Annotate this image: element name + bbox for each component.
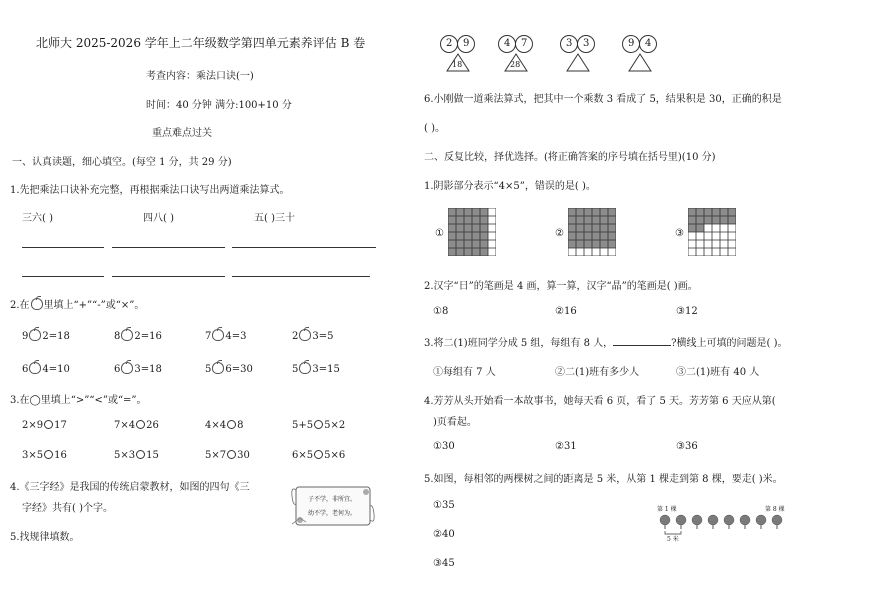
peach-icon [31, 298, 43, 310]
choice-5-option-3[interactable]: ③45 [433, 558, 455, 569]
q2-expr: 6 3=18 [114, 364, 162, 375]
pattern-3-left: 3 [566, 38, 573, 49]
grid-option-2-label[interactable]: ② [555, 228, 564, 239]
q2-expr: 2 3=5 [292, 331, 334, 342]
choice-4-line-2: )页看起。 [433, 417, 477, 428]
compare-circle-blank[interactable] [227, 450, 236, 459]
choice-3: 3.将二(1)班同学分成 5 组，每组有 8 人， ?横线上可填的问题是( )。 [424, 338, 788, 349]
question-3: 3.在◯里填上“>”“<”或“=”。 [10, 395, 147, 406]
compare-circle-blank[interactable] [44, 450, 53, 459]
choice-2-option-1[interactable]: ①8 [433, 306, 449, 317]
focus-heading: 重点难点过关 [152, 128, 212, 139]
pattern-1-bottom: 18 [452, 60, 463, 69]
choice-1: 1.阴影部分表示“4×5”，错误的是( )。 [424, 181, 596, 192]
tree-row-illustration [655, 504, 795, 544]
question-6-line-2: ( )。 [424, 123, 445, 134]
q1-item-1: 三六( ) [22, 213, 53, 224]
peach-blank-icon[interactable] [121, 362, 133, 374]
q3-expr: 2×9 17 [22, 420, 67, 431]
q3-expr: 5+5 5×2 [292, 420, 346, 431]
exam-time-score: 时间：40 分钟 满分:100+10 分 [146, 100, 292, 111]
q3-expr: 6×5 5×6 [292, 450, 346, 461]
question-5: 5.找规律填数。 [10, 532, 80, 543]
peach-blank-icon[interactable] [29, 329, 41, 341]
peach-blank-icon[interactable] [212, 329, 224, 341]
compare-circle-blank[interactable] [136, 450, 145, 459]
q3-expr: 4×4 8 [205, 420, 244, 431]
pattern-2-right: 7 [521, 38, 528, 49]
pattern-4-right: 4 [645, 38, 652, 49]
q1-item-3: 五( )三十 [254, 213, 295, 224]
answer-line[interactable] [22, 276, 104, 277]
choice-2: 2.汉字“日”的笔画是 4 画，算一算，汉字“晶”的笔画是( )画。 [424, 281, 698, 292]
compare-circle-blank[interactable] [314, 420, 323, 429]
grid-option-1-label[interactable]: ① [435, 228, 444, 239]
choice-4-line-1: 4.芳芳从头开始看一本故事书，她每天看 6 页，看了 5 天。芳芳第 6 天应从第( [424, 396, 776, 407]
pattern-3-right: 3 [583, 38, 590, 49]
peach-blank-icon[interactable] [299, 362, 311, 374]
pattern-2-left: 4 [504, 38, 511, 49]
pattern-4-left: 9 [628, 38, 635, 49]
choice-2-option-2[interactable]: ②16 [555, 306, 577, 317]
c3-blank-line[interactable] [613, 336, 671, 346]
q2-expr: 7 4=3 [205, 331, 247, 342]
pattern-2-bottom: 28 [510, 60, 521, 69]
tree-distance-label: 5 米 [667, 536, 679, 543]
q2-prefix: 2.在 [10, 300, 30, 311]
question-6-line-1: 6.小刚做一道乘法算式，把其中一个乘数 3 看成了 5，结果积是 30，正确的积是 [424, 94, 782, 105]
compare-circle-blank[interactable] [136, 420, 145, 429]
q2-expr: 9 2=18 [22, 331, 70, 342]
q2-suffix: 里填上“+”“-”或“×”。 [43, 300, 145, 311]
section-1-heading: 一、认真读题，细心填空。(每空 1 分，共 29 分) [12, 157, 232, 168]
exam-scope: 考查内容：乘法口诀(一) [146, 71, 254, 82]
q2-expr: 6 4=10 [22, 364, 70, 375]
answer-line[interactable] [112, 276, 225, 277]
q3-expr: 3×5 16 [22, 450, 67, 461]
scroll-text-1: 子不学，非所宜。 [308, 496, 357, 503]
peach-blank-icon[interactable] [212, 362, 224, 374]
question-1: 1.先把乘法口诀补充完整，再根据乘法口诀写出两道乘法算式。 [10, 185, 290, 196]
answer-line[interactable] [22, 247, 104, 248]
choice-5-option-1[interactable]: ①35 [433, 500, 455, 511]
pattern-group [620, 34, 660, 75]
pattern-1-right: 9 [463, 38, 470, 49]
choice-3-option-3[interactable]: ③二(1)班有 40 人 [676, 367, 760, 378]
question-4-line-1: 4.《三字经》是我国的传统启蒙教材，如图的四句《三 [10, 482, 250, 493]
scroll-illustration [290, 484, 376, 528]
choice-5-option-2[interactable]: ②40 [433, 529, 455, 540]
question-2 [10, 296, 144, 311]
choice-3-option-2[interactable]: ②二(1)班有多少人 [555, 367, 640, 378]
compare-circle-blank[interactable] [314, 450, 323, 459]
pattern-triangle-3 [558, 34, 598, 72]
q2-expr: 8 2=16 [114, 331, 162, 342]
answer-line[interactable] [232, 247, 376, 248]
pattern-group [438, 34, 478, 75]
choice-2-option-3[interactable]: ③12 [676, 306, 698, 317]
tree-last-label: 第 8 棵 [765, 506, 785, 513]
grid-option-2 [568, 208, 616, 256]
tree-first-label: 第 1 棵 [657, 506, 677, 513]
q3-expr: 5×7 30 [205, 450, 250, 461]
peach-blank-icon[interactable] [29, 362, 41, 374]
q3-expr: 5×3 15 [114, 450, 159, 461]
choice-4-option-1[interactable]: ①30 [433, 441, 455, 452]
compare-circle-blank[interactable] [227, 420, 236, 429]
q2-expr: 5 3=15 [292, 364, 340, 375]
pattern-group [558, 34, 598, 75]
answer-line[interactable] [232, 276, 370, 277]
scroll-frame-icon [290, 484, 376, 528]
choice-5: 5.如图，每相邻的两棵树之间的距离是 5 米，从第 1 棵走到第 8 棵，要走( )米。 [424, 474, 783, 485]
grid-option-3 [688, 208, 736, 256]
pattern-triangle-4 [620, 34, 660, 72]
peach-blank-icon[interactable] [121, 329, 133, 341]
question-4-line-2: 字经》共有( )个字。 [22, 503, 113, 514]
exam-title: 北师大 2025-2026 学年上二年级数学第四单元素养评估 B 卷 [36, 36, 366, 50]
q1-item-2: 四八( ) [143, 213, 174, 224]
q3-expr: 7×4 26 [114, 420, 159, 431]
q2-expr: 5 6=30 [205, 364, 253, 375]
section-2-heading: 二、反复比较，择优选择。(将正确答案的序号填在括号里)(10 分) [424, 152, 716, 163]
scroll-text-2: 幼不学，老何为。 [308, 510, 357, 517]
peach-blank-icon[interactable] [299, 329, 311, 341]
pattern-group [496, 34, 536, 75]
pattern-1-left: 2 [446, 38, 453, 49]
grid-option-1 [448, 208, 496, 256]
choice-4-option-2[interactable]: ②31 [555, 441, 577, 452]
choice-4-option-3[interactable]: ③36 [676, 441, 698, 452]
answer-line[interactable] [112, 247, 225, 248]
choice-3-option-1[interactable]: ①每组有 7 人 [433, 367, 496, 378]
grid-option-3-label[interactable]: ③ [675, 228, 684, 239]
compare-circle-blank[interactable] [44, 420, 53, 429]
